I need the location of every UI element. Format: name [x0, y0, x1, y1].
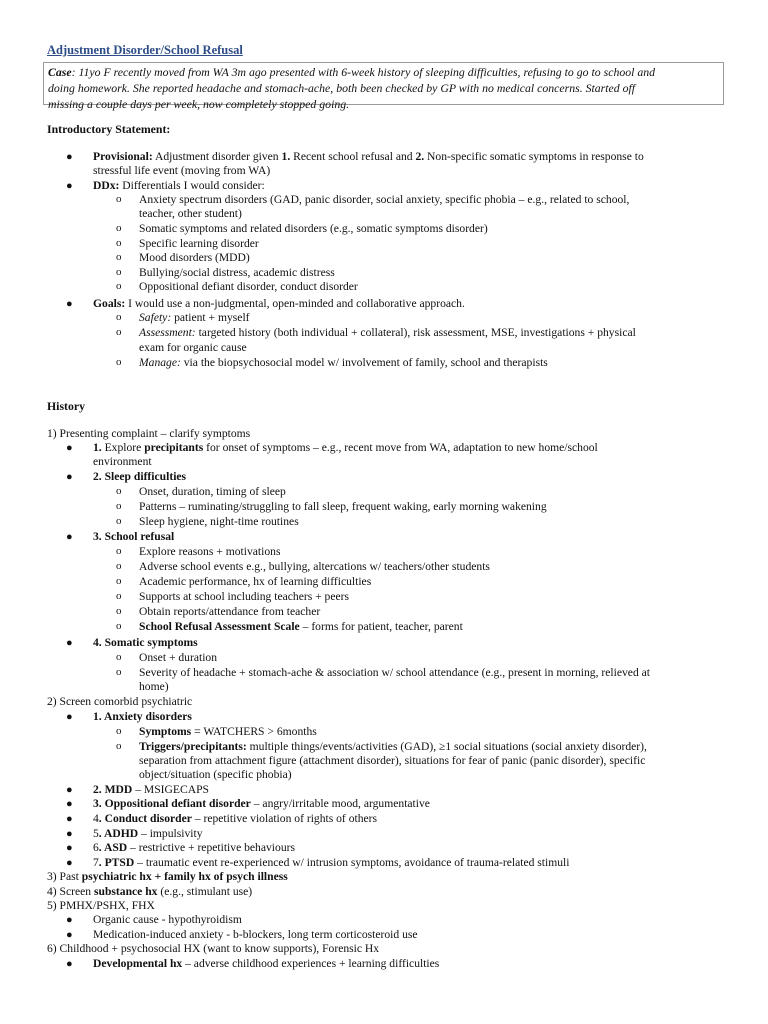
ptsd-line: 7. PTSD – traumatic event re-experienced w/ intrusion symptoms, avoidance of trauma-related stimuli: [93, 856, 570, 869]
bullet-dot: ●: [66, 914, 73, 926]
history-item-6: 6) Childhood + psychosocial HX (want to know supports), Forensic Hx: [47, 942, 380, 955]
anxiety-triggers-cont: separation from attachment figure (attachment disorder), situations for fear of panic (panic disorder), specific: [139, 754, 646, 767]
adhd-line: 5. ADHD – impulsivity: [93, 827, 203, 840]
bullet-dot: ●: [66, 531, 73, 543]
bullet-circle: o: [116, 251, 122, 263]
bullet-dot: ●: [66, 151, 73, 163]
mdd-line: 2. MDD – MSIGECAPS: [93, 783, 209, 796]
anxiety-symptoms: Symptoms = WATCHERS > 6months: [139, 725, 317, 738]
bullet-circle: o: [116, 666, 122, 678]
bullet-dot: ●: [66, 442, 73, 454]
anxiety-triggers: Triggers/precipitants: multiple things/events/activities (GAD), ≥1 social situations (social anxiety disorder),: [139, 740, 647, 753]
bullet-circle: o: [116, 740, 122, 752]
case-label: Case: [48, 65, 72, 79]
school-item: Explore reasons + motivations: [139, 545, 281, 558]
asd-line: 6. ASD – restrictive + repetitive behaviours: [93, 841, 295, 854]
document-title: Adjustment Disorder/School Refusal: [47, 43, 243, 57]
ddx-item: Anxiety spectrum disorders (GAD, panic disorder, social anxiety, specific phobia – e.g., related to school,: [139, 193, 630, 206]
school-item: Obtain reports/attendance from teacher: [139, 605, 321, 618]
bullet-circle: o: [116, 545, 122, 557]
provisional-line: Provisional: Adjustment disorder given 1. Recent school refusal and 2. Non-specific somatic symptoms in response to: [93, 150, 644, 163]
goals-assessment-cont: exam for organic cause: [139, 341, 247, 354]
provisional-line-2: stressful life event (moving from WA): [93, 164, 271, 177]
ddx-item-cont: teacher, other student): [139, 207, 242, 220]
somatic-item-cont: home): [139, 680, 169, 693]
ddx-item: Mood disorders (MDD): [139, 251, 250, 264]
somatic-heading: 4. Somatic symptoms: [93, 636, 198, 649]
history-item-1: 1) Presenting complaint – clarify symptoms: [47, 427, 251, 440]
school-refusal-heading: 3. School refusal: [93, 530, 175, 543]
bullet-circle: o: [116, 500, 122, 512]
history-item-5: 5) PMHX/PSHX, FHX: [47, 899, 155, 912]
bullet-circle: o: [116, 515, 122, 527]
bullet-dot: ●: [66, 298, 73, 310]
bullet-circle: o: [116, 575, 122, 587]
bullet-dot: ●: [66, 711, 73, 723]
bullet-circle: o: [116, 237, 122, 249]
anxiety-heading: 1. Anxiety disorders: [93, 710, 192, 723]
ddx-item: Specific learning disorder: [139, 237, 259, 250]
school-item: Supports at school including teachers + peers: [139, 590, 350, 603]
sleep-item: Patterns – ruminating/struggling to fall sleep, frequent waking, early morning wakening: [139, 500, 547, 513]
goals-line: Goals: I would use a non-judgmental, open-minded and collaborative approach.: [93, 297, 465, 310]
bullet-circle: o: [116, 485, 122, 497]
ddx-item: Oppositional defiant disorder, conduct disorder: [139, 280, 358, 293]
intro-heading: Introductory Statement:: [47, 122, 171, 136]
bullet-dot: ●: [66, 842, 73, 854]
somatic-item: Severity of headache + stomach-ache & association w/ school attendance (e.g., present in morning, relieved at: [139, 666, 651, 679]
bullet-circle: o: [116, 620, 122, 632]
bullet-dot: ●: [66, 857, 73, 869]
school-item: School Refusal Assessment Scale – forms for patient, teacher, parent: [139, 620, 463, 633]
ddx-line: DDx: Differentials I would consider:: [93, 179, 265, 192]
bullet-circle: o: [116, 651, 122, 663]
ddx-item: Bullying/social distress, academic distress: [139, 266, 335, 279]
odd-line: 3. Oppositional defiant disorder – angry/irritable mood, argumentative: [93, 797, 430, 810]
school-item: Academic performance, hx of learning difficulties: [139, 575, 372, 588]
history-item-3: 3) Past psychiatric hx + family hx of psych illness: [47, 870, 288, 883]
school-item: Adverse school events e.g., bullying, altercations w/ teachers/other students: [139, 560, 490, 573]
bullet-circle: o: [116, 266, 122, 278]
history-item-2: 2) Screen comorbid psychiatric: [47, 695, 193, 708]
pmhx-item: Medication-induced anxiety - b-blockers, long term corticosteroid use: [93, 928, 418, 941]
bullet-circle: o: [116, 560, 122, 572]
bullet-dot: ●: [66, 180, 73, 192]
precipitants-line-cont: environment: [93, 455, 152, 468]
conduct-line: 4. Conduct disorder – repetitive violation of rights of others: [93, 812, 378, 825]
precipitants-line: 1. Explore precipitants for onset of symptoms – e.g., recent move from WA, adaptation to new home/school: [93, 441, 598, 454]
pmhx-item: Organic cause - hypothyroidism: [93, 913, 242, 926]
somatic-item: Onset + duration: [139, 651, 218, 664]
anxiety-triggers-cont: object/situation (specific phobia): [139, 768, 292, 781]
bullet-dot: ●: [66, 798, 73, 810]
ddx-item: Somatic symptoms and related disorders (e.g., somatic symptoms disorder): [139, 222, 488, 235]
bullet-circle: o: [116, 590, 122, 602]
bullet-dot: ●: [66, 813, 73, 825]
history-heading: History: [47, 399, 86, 413]
bullet-circle: o: [116, 193, 122, 205]
bullet-dot: ●: [66, 471, 73, 483]
bullet-dot: ●: [66, 784, 73, 796]
bullet-dot: ●: [66, 637, 73, 649]
case-line-3: missing a couple days per week, now completely stopped going.: [48, 97, 350, 111]
goals-manage: Manage: via the biopsychosocial model w/ involvement of family, school and therapists: [139, 356, 548, 369]
bullet-dot: ●: [66, 958, 73, 970]
bullet-dot: ●: [66, 929, 73, 941]
goals-assessment: Assessment: targeted history (both individual + collateral), risk assessment, MSE, investigations + physical: [139, 326, 636, 339]
case-line-2: doing homework. She reported headache and stomach-ache, both been checked by GP with no medical concerns. Started off: [48, 81, 636, 95]
bullet-circle: o: [116, 222, 122, 234]
bullet-circle: o: [116, 605, 122, 617]
bullet-circle: o: [116, 326, 122, 338]
bullet-circle: o: [116, 356, 122, 368]
bullet-circle: o: [116, 311, 122, 323]
sleep-item: Onset, duration, timing of sleep: [139, 485, 286, 498]
case-box: [43, 62, 724, 111]
case-line-1: Case: 11yo F recently moved from WA 3m ago presented with 6-week history of sleeping difficulties, refusing to go to school and: [48, 65, 656, 79]
sleep-item: Sleep hygiene, night-time routines: [139, 515, 299, 528]
bullet-dot: ●: [66, 828, 73, 840]
bullet-circle: o: [116, 725, 122, 737]
bullet-circle: o: [116, 280, 122, 292]
sleep-heading: 2. Sleep difficulties: [93, 470, 187, 483]
developmental-line: Developmental hx – adverse childhood experiences + learning difficulties: [93, 957, 440, 970]
goals-safety: Safety: patient + myself: [139, 311, 250, 324]
history-item-4: 4) Screen substance hx (e.g., stimulant use): [47, 885, 253, 898]
